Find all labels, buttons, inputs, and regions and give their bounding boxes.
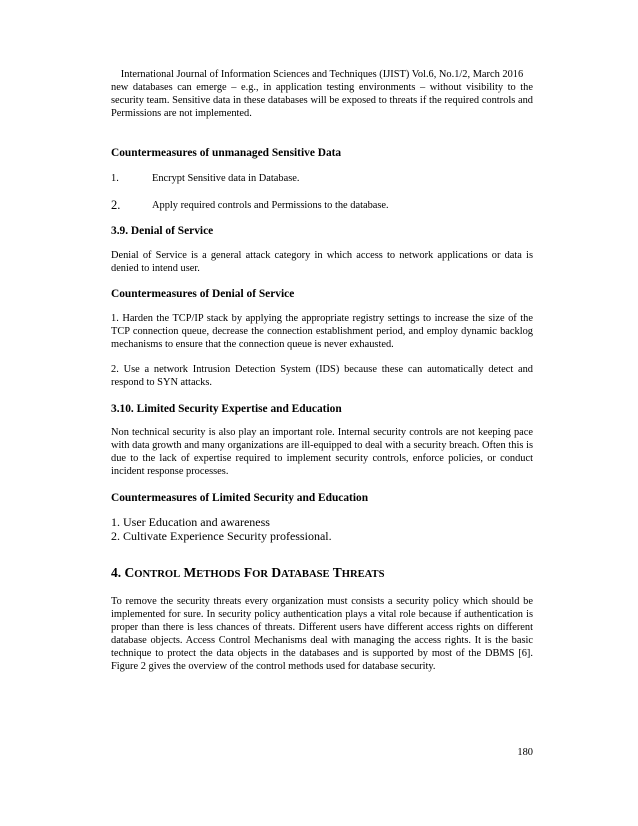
unmanaged-item-2-text: Apply required controls and Permissions to the database. — [152, 200, 389, 211]
section-4-word-1-initial: C — [124, 565, 135, 580]
section-4-word-1-rest: ONTROL — [134, 569, 181, 580]
heading-expertise-countermeasures: Countermeasures of Limited Security and Education — [111, 492, 369, 504]
section-4-heading — [111, 565, 533, 583]
unmanaged-item-2-number: 2. — [111, 198, 121, 212]
expertise-item-2: 2. Cultivate Experience Security professional. — [111, 529, 332, 543]
page-number: 180 — [517, 747, 533, 758]
dos-paragraph: Denial of Service is a general attack category in which access to network applications or data is denied to intend user. — [111, 250, 533, 274]
dos-countermeasure-2: 2. Use a network Intrusion Detection System (IDS) because these can automatically detect and respond to SYN attacks. — [111, 364, 533, 388]
section-4-word-3-rest: OR — [252, 569, 268, 580]
page-content — [111, 68, 533, 673]
section-4-word-4-rest: ATABASE — [281, 569, 330, 580]
section-4-word-2-rest: ETHODS — [196, 569, 241, 580]
section-4-word-5-initial: T — [332, 565, 342, 580]
unmanaged-item-1-text: Encrypt Sensitive data in Database. — [152, 173, 300, 184]
intro-paragraph: new databases can emerge – e.g., in application testing environments – without visibility to the security team. Sensitive data in these databases will be exposed to threats if the required controls and Permissions are not implemented. — [111, 82, 533, 119]
heading-denial-of-service: 3.9. Denial of Service — [111, 225, 214, 237]
dos-countermeasure-1: 1. Harden the TCP/IP stack by applying the appropriate registry settings to increase the size of the TCP connection queue, decrease the connection establishment period, and employ dynamic backlog mechanisms to ensure that the connection queue is never exhausted. — [111, 313, 533, 350]
section-4-word-5-rest: HREATS — [341, 569, 385, 580]
expertise-countermeasure-list — [111, 515, 533, 543]
section-4-number: 4. — [111, 565, 122, 580]
expertise-item-1: 1. User Education and awareness — [111, 515, 270, 529]
heading-limited-expertise: 3.10. Limited Security Expertise and Education — [111, 403, 342, 415]
running-head: International Journal of Information Sciences and Techniques (IJIST) Vol.6, No.1/2, March 2016 — [120, 69, 524, 80]
unmanaged-item-1-number: 1. — [111, 173, 119, 184]
unmanaged-item-1 — [111, 172, 533, 185]
heading-dos-countermeasures: Countermeasures of Denial of Service — [111, 288, 295, 300]
section-4-word-2-initial: M — [183, 565, 197, 580]
section-4-word-3-initial: F — [243, 565, 253, 580]
section-4-word-4-initial: D — [271, 565, 282, 580]
heading-unmanaged-countermeasures: Countermeasures of unmanaged Sensitive Data — [111, 147, 342, 159]
expertise-paragraph: Non technical security is also play an important role. Internal security controls are not keeping pace with data growth and many organizations are ill-equipped to deal with a security breach. Often this is due to the lack of expertise required to implement security controls, enforce policies, or conduct incident response processes. — [111, 427, 533, 477]
unmanaged-item-2 — [111, 199, 533, 212]
section-4-paragraph: To remove the security threats every organization must consists a security policy which should be implemented for sure. In security policy authentication plays a vital role because if authentication is proper than there is less chances of threats. Different users have different access rights on different database objects. Access Control Mechanisms deal with managing the access rights. It is the basic technique to protect the data objects in the databases and is supported by most of the DBMS [6]. Figure 2 gives the overview of the control methods used for database security. — [111, 596, 533, 672]
